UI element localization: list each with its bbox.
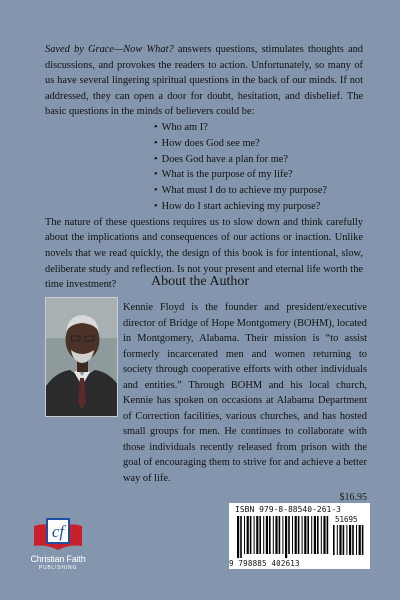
price-label: $16.95 [339,492,367,503]
list-item: • Who am I? [154,120,363,136]
isbn-label: ISBN 979-8-88540-261-3 [235,505,341,514]
barcode-bar [240,516,242,558]
barcode-bar [343,525,345,555]
barcode-bar [327,516,329,554]
list-item: • How do I start achieving my purpose? [154,199,363,215]
barcode-bar [321,516,322,554]
book-logo-icon [28,512,88,556]
barcode-bar [282,516,283,554]
barcode-bar [314,516,316,554]
barcode-bar [337,525,338,555]
barcode-bar [359,525,361,555]
barcode-bar [285,516,287,558]
list-item: • What must I do to achieve my purpose? [154,183,363,199]
publisher-subtitle: PUBLISHING [38,565,78,571]
barcode-bar [244,516,245,554]
questions-list [45,120,363,215]
barcode-bar [323,516,325,554]
barcode-bar [266,516,268,554]
barcode-bar [273,516,274,554]
barcode-bar [275,516,277,554]
barcode-bar [237,516,239,558]
barcode-bar [352,525,354,555]
book-description [45,42,363,293]
barcode-bar [298,516,300,554]
book-title-italic: Saved by Grace—Now What? [45,44,174,55]
description-paragraph-1-text: answers questions, stimulates thoughts and discussions, and provokes the readers to action. Unfortunately, so many of us have several lingering spiritual questions in the back of our minds. If not addressed, they can open a door for doubt, hesitation, and disbelief. The basic questions in the minds of believers could be: [45,44,363,118]
barcode-bar [288,516,290,554]
publisher-logo [28,512,88,582]
author-bio-text: Kennie Floyd is the founder and president/executive director of Bridge of Hope Montgomery (BOHM), located in Montgomery, Alabama. Their mission is “to assist formerly incarcerated men and women returning to society through cooperative efforts with other individuals and entities.” Through BOHM and his local church, Kennie has spoken on occasions at Alabama Department of Correction facilities, various churches, and has hosted small groups for men. He continues to collaborate with those individuals recently released from prison with the goal of encouraging them to strive for and achieve a better way of life. [123,302,367,485]
price-code-digits: 51695 [335,515,358,524]
list-item: • Does God have a plan for me? [154,152,363,168]
barcode-bars [237,516,329,558]
barcode-bar [256,516,258,554]
description-paragraph-1 [45,42,363,120]
barcode-bar [247,516,249,554]
barcode-bar [311,516,312,554]
barcode-bar [292,516,293,554]
barcode-digits: 9 798885 402613 [229,559,300,568]
price-code-bars [333,525,365,561]
logo-letters: cf [51,522,65,541]
description-paragraph-2: The nature of these questions requires us to slow down and think carefully about the implications and consequences of our actions or inaction. Unlike novels that we read quickly, the design of this book is for intentional, slow, deliberate study and reflection. Is not your present and eternal life worth the time investment? [45,216,363,291]
barcode-bar [304,516,306,554]
isbn-barcode [229,503,370,569]
barcode-bar [302,516,303,554]
about-author-heading: About the Author [151,274,249,289]
barcode-bar [333,525,335,555]
barcode-bar [356,525,357,555]
barcode-bar [254,516,255,554]
author-bio [45,300,367,502]
photo-wrap-spacer [45,300,123,502]
barcode-bar [362,525,364,555]
barcode-bar [269,516,271,554]
barcode-bar [295,516,297,554]
barcode-bar [346,525,347,555]
barcode-bar [339,525,341,555]
barcode-bar [349,525,351,555]
list-item: • How does God see me? [154,136,363,152]
publisher-name: Christian Faith [30,554,86,564]
barcode-bar [263,516,264,554]
barcode-bar [279,516,281,554]
barcode-bar [307,516,309,554]
barcode-bar [259,516,261,554]
list-item: • What is the purpose of my life? [154,167,363,183]
barcode-bar [317,516,319,554]
barcode-bar [250,516,252,554]
